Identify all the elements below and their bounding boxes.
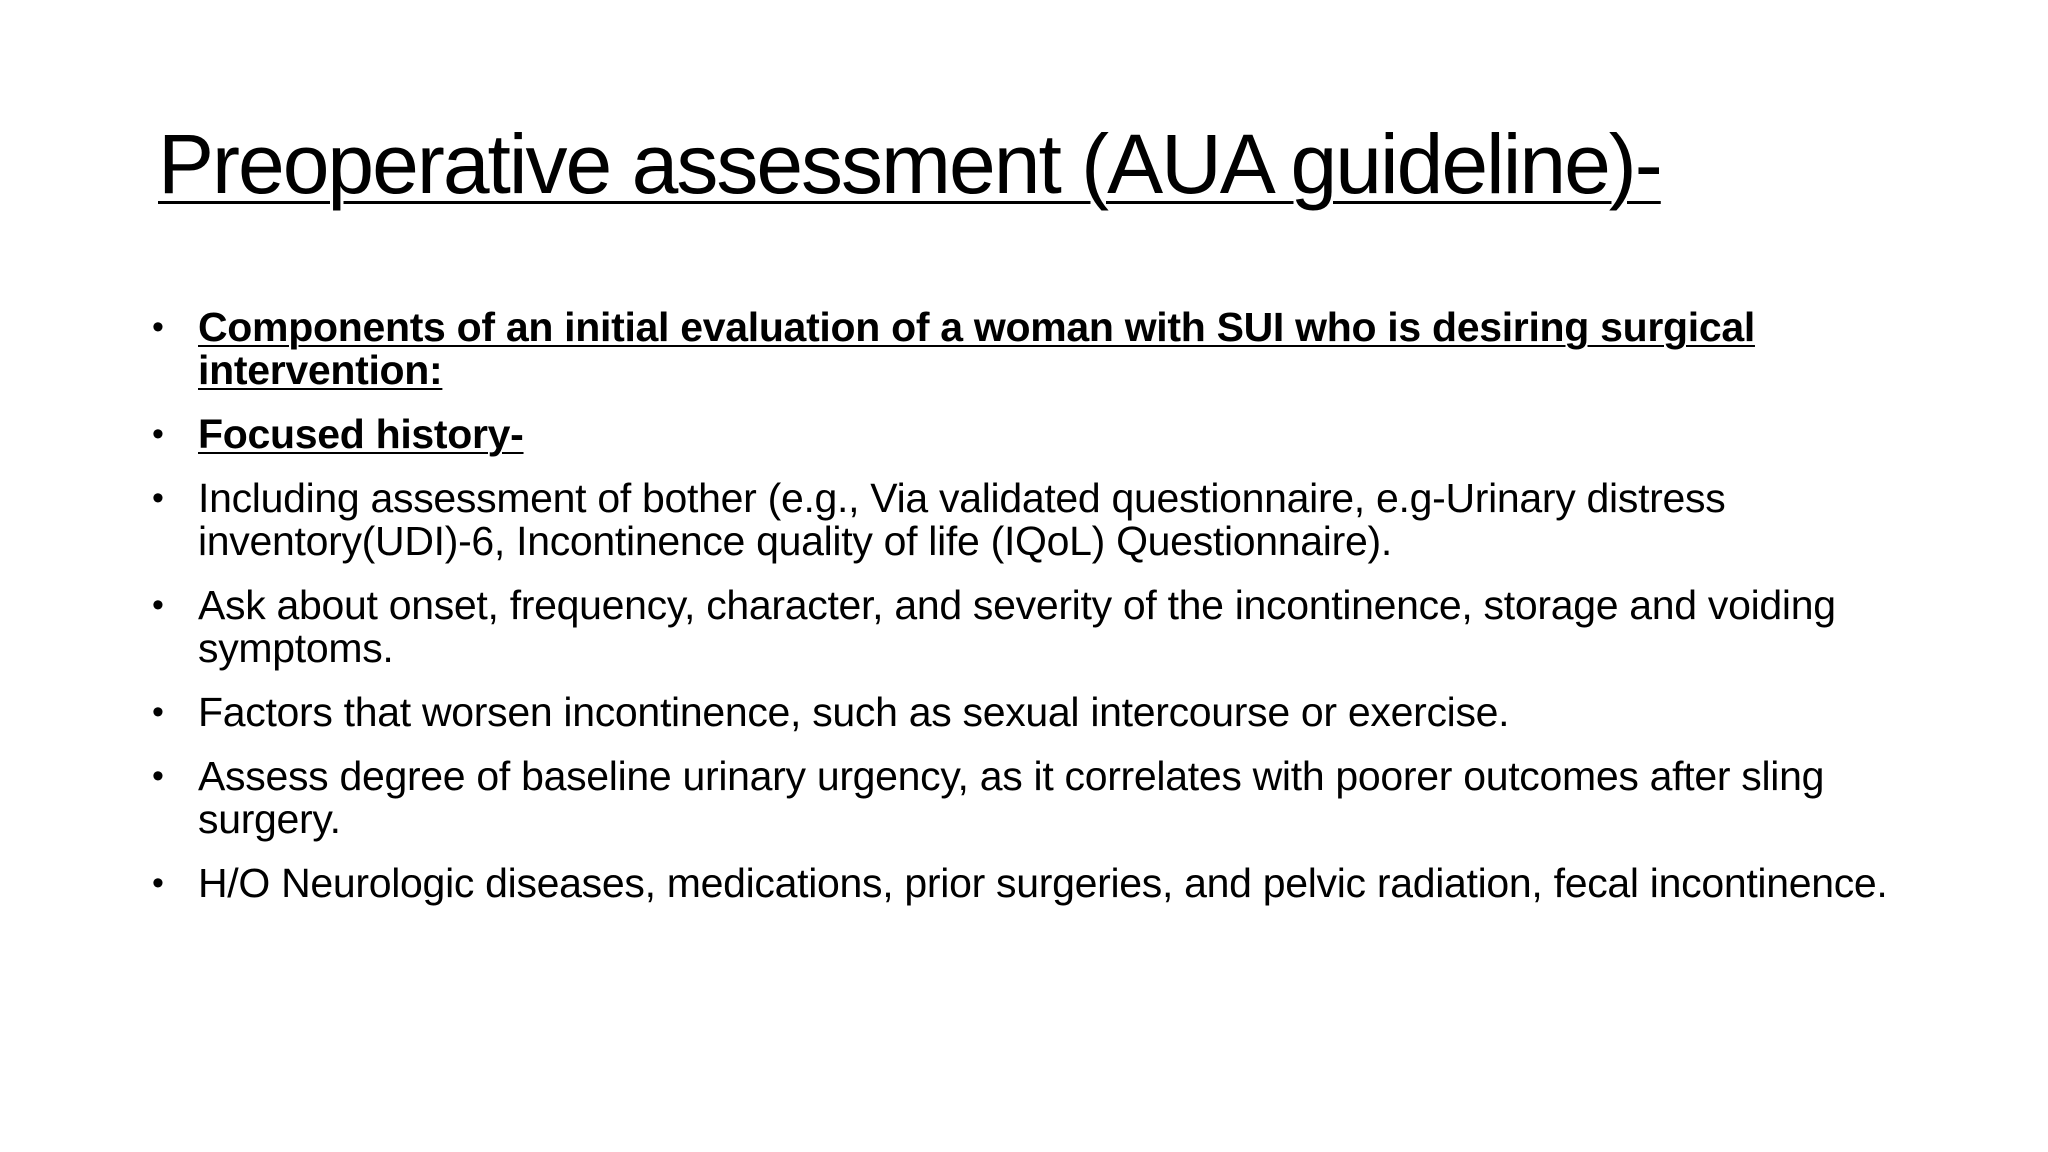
bullet-icon: • — [152, 479, 164, 517]
bullet-item — [152, 691, 1912, 734]
slide-title: Preoperative assessment (AUA guideline)- — [158, 117, 1661, 211]
bullet-icon: • — [152, 308, 164, 346]
bullet-item — [152, 862, 1912, 905]
bullet-list — [152, 306, 1912, 926]
bullet-icon: • — [152, 864, 164, 902]
bullet-text: Components of an initial evaluation of a woman with SUI who is desiring surgical intervention: — [198, 304, 1755, 393]
bullet-icon: • — [152, 415, 164, 453]
bullet-text: Factors that worsen incontinence, such as sexual intercourse or exercise. — [198, 689, 1510, 735]
bullet-item — [152, 477, 1912, 563]
bullet-item — [152, 755, 1912, 841]
bullet-text: Ask about onset, frequency, character, and severity of the incontinence, storage and voiding symptoms. — [198, 582, 1836, 671]
bullet-text: Focused history- — [198, 411, 524, 457]
bullet-text: Assess degree of baseline urinary urgency, as it correlates with poorer outcomes after sling surgery. — [198, 753, 1825, 842]
bullet-icon: • — [152, 693, 164, 731]
bullet-icon: • — [152, 757, 164, 795]
bullet-text: H/O Neurologic diseases, medications, prior surgeries, and pelvic radiation, fecal incontinence. — [198, 860, 1888, 906]
bullet-item — [152, 413, 1912, 456]
bullet-text: Including assessment of bother (e.g., Via validated questionnaire, e.g-Urinary distress inventory(UDI)-6, Incontinence quality of life (IQoL) Questionnaire). — [198, 475, 1726, 564]
bullet-item — [152, 306, 1912, 392]
bullet-item — [152, 584, 1912, 670]
bullet-icon: • — [152, 586, 164, 624]
